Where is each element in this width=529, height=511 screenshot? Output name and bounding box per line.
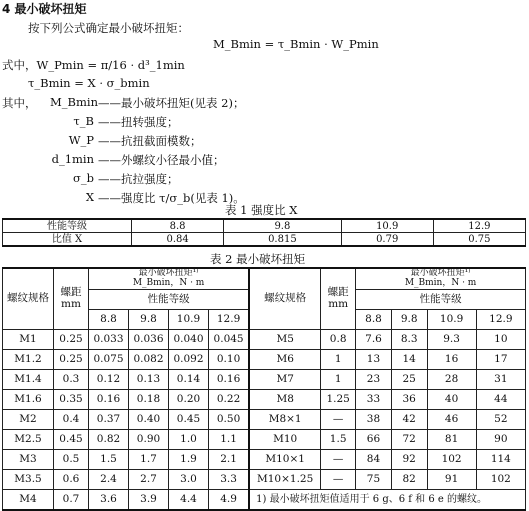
table1-header-cell: 性能等级	[3, 219, 132, 233]
torque-cell: 1.5	[89, 449, 129, 469]
torque-cell: 0.40	[129, 409, 169, 429]
table1-value-cell: 0.84	[132, 233, 224, 247]
torque-cell: 44	[476, 389, 525, 409]
grade-cell: 8.8	[89, 309, 129, 329]
torque-cell: 0.16	[209, 369, 250, 389]
table-row	[3, 389, 526, 409]
table1-value-cell: 0.815	[224, 233, 341, 247]
table-row	[3, 409, 526, 429]
formula-tau: τ_Bmin = X · σ_bmin	[28, 76, 150, 90]
torque-cell: 4.4	[169, 489, 209, 510]
spec-cell: M1.6	[3, 389, 54, 409]
pitch-header: 螺距 mm	[54, 268, 89, 329]
table2-body	[3, 329, 526, 510]
torque-cell: 91	[427, 469, 476, 489]
pitch-cell: 0.25	[54, 329, 89, 349]
table1-value-cell: 0.75	[433, 233, 525, 247]
pitch-cell: 1.25	[321, 389, 356, 409]
pitch-cell: 0.45	[54, 429, 89, 449]
torque-cell: 10	[476, 329, 525, 349]
pitch-cell: 1.5	[321, 429, 356, 449]
torque-cell: 0.045	[209, 329, 250, 349]
pitch-cell: 0.7	[54, 489, 89, 510]
spec-cell: M1.4	[3, 369, 54, 389]
grade-cell: 10.9	[427, 309, 476, 329]
torque-cell: 3.0	[169, 469, 209, 489]
table1-value-row	[3, 233, 526, 247]
pitch-cell: 0.3	[54, 369, 89, 389]
table1-value-cell: 0.79	[341, 233, 433, 247]
torque-cell: 102	[476, 469, 525, 489]
torque-cell: 8.3	[391, 329, 427, 349]
pitch-cell: 1	[321, 349, 356, 369]
torque-cell: 23	[356, 369, 392, 389]
legend-symbol: M_Bmin	[50, 95, 98, 109]
torque-cell: 3.3	[209, 469, 250, 489]
grade-cell: 12.9	[209, 309, 250, 329]
torque-cell: 9.3	[427, 329, 476, 349]
torque-cell: 28	[427, 369, 476, 389]
table1-grade-cell: 12.9	[433, 219, 525, 233]
spec-header: 螺纹规格	[3, 268, 54, 329]
table1-rowlabel-cell: 比值 X	[3, 233, 132, 247]
torque-cell: 0.13	[129, 369, 169, 389]
torque-cell: 92	[391, 449, 427, 469]
pitch-cell: 0.5	[54, 449, 89, 469]
pitch-cell: 0.35	[54, 389, 89, 409]
pitch-cell: 0.25	[54, 349, 89, 369]
torque-cell: 36	[391, 389, 427, 409]
torque-cell: 82	[391, 469, 427, 489]
spec-cell: M2	[3, 409, 54, 429]
spec-header: 螺纹规格	[249, 268, 321, 329]
torque-cell: 7.6	[356, 329, 392, 349]
pitch-cell: 0.4	[54, 409, 89, 429]
spec-cell: M1	[3, 329, 54, 349]
torque-cell: 0.14	[169, 369, 209, 389]
strength-ratio-table	[2, 218, 526, 247]
spec-cell: M10×1.25	[249, 469, 321, 489]
torque-cell: 2.7	[129, 469, 169, 489]
torque-cell: 0.50	[209, 409, 250, 429]
torque-cell: 0.37	[89, 409, 129, 429]
torque-cell: 0.036	[129, 329, 169, 349]
min-breaking-torque-table	[2, 267, 526, 511]
spec-cell: M5	[249, 329, 321, 349]
table1-caption: 表 1 强度比 X	[225, 203, 298, 217]
torque-cell: 1.1	[209, 429, 250, 449]
torque-cell: 1.9	[169, 449, 209, 469]
torque-cell: 0.16	[89, 389, 129, 409]
torque-cell: 0.075	[89, 349, 129, 369]
grade-header: 性能等级	[356, 289, 526, 309]
torque-cell: 4.9	[209, 489, 250, 510]
torque-cell: 0.82	[89, 429, 129, 449]
torque-cell: 46	[427, 409, 476, 429]
torque-cell: 25	[391, 369, 427, 389]
spec-cell: M8	[249, 389, 321, 409]
torque-cell: 31	[476, 369, 525, 389]
table2-header-row-1	[3, 268, 526, 289]
intro-text: 按下列公式确定最小破坏扭矩：	[28, 21, 189, 35]
torque-cell: 17	[476, 349, 525, 369]
table-row	[3, 329, 526, 349]
table1-grade-cell: 9.8	[224, 219, 341, 233]
torque-cell: 0.45	[169, 409, 209, 429]
grade-cell: 12.9	[476, 309, 525, 329]
torque-cell: 0.20	[169, 389, 209, 409]
torque-cell: 0.22	[209, 389, 250, 409]
torque-cell: 16	[427, 349, 476, 369]
legend-description: ——外螺纹小径最小值；	[98, 153, 225, 167]
spec-cell: M6	[249, 349, 321, 369]
grade-cell: 8.8	[356, 309, 392, 329]
spec-cell: M8×1	[249, 409, 321, 429]
torque-cell: 0.033	[89, 329, 129, 349]
pitch-cell: —	[321, 469, 356, 489]
torque-header: 最小破坏扭矩¹⁾ M_Bmin，N · m	[89, 268, 250, 289]
legend-symbol: X	[85, 190, 94, 204]
torque-cell: 102	[427, 449, 476, 469]
formula-wp: 式中，W_Pmin = π/16 · d³_1min	[2, 58, 185, 72]
torque-cell: 3.6	[89, 489, 129, 510]
torque-cell: 0.092	[169, 349, 209, 369]
legend-description: ——最小破坏扭矩(见表 2)；	[98, 96, 245, 110]
table-row	[3, 449, 526, 469]
torque-cell: 0.18	[129, 389, 169, 409]
torque-cell: 75	[356, 469, 392, 489]
torque-cell: 3.9	[129, 489, 169, 510]
pitch-cell: 1	[321, 369, 356, 389]
table1-grade-cell: 8.8	[132, 219, 224, 233]
torque-cell: 13	[356, 349, 392, 369]
section-heading: 4 最小破坏扭矩	[2, 2, 87, 16]
torque-cell: 72	[391, 429, 427, 449]
legend-symbol: W_P	[68, 133, 94, 147]
spec-cell: M3	[3, 449, 54, 469]
table-row	[3, 489, 526, 510]
table1-grade-cell: 10.9	[341, 219, 433, 233]
table2-caption: 表 2 最小破坏扭矩	[210, 252, 306, 266]
torque-cell: 2.1	[209, 449, 250, 469]
spec-cell: M4	[3, 489, 54, 510]
grade-cell: 9.8	[391, 309, 427, 329]
torque-cell: 1.7	[129, 449, 169, 469]
grade-header: 性能等级	[89, 289, 250, 309]
legend-symbol: σ_b	[73, 171, 94, 185]
torque-cell: 33	[356, 389, 392, 409]
spec-cell: M2.5	[3, 429, 54, 449]
spec-cell: M7	[249, 369, 321, 389]
legend-symbol: τ_B	[73, 114, 94, 128]
pitch-cell: 0.6	[54, 469, 89, 489]
table-row	[3, 349, 526, 369]
torque-cell: 0.10	[209, 349, 250, 369]
grade-cell: 9.8	[129, 309, 169, 329]
legend-description: ——强度比 τ/σ_b(见表 1)。	[98, 191, 245, 205]
torque-cell: 0.082	[129, 349, 169, 369]
torque-cell: 81	[427, 429, 476, 449]
torque-cell: 14	[391, 349, 427, 369]
torque-cell: 38	[356, 409, 392, 429]
pitch-cell: —	[321, 409, 356, 429]
table-row	[3, 429, 526, 449]
pitch-header: 螺距 mm	[321, 268, 356, 329]
torque-cell: 42	[391, 409, 427, 429]
spec-cell: M3.5	[3, 469, 54, 489]
torque-cell: 0.040	[169, 329, 209, 349]
torque-cell: 84	[356, 449, 392, 469]
torque-cell: 40	[427, 389, 476, 409]
legend-description: ——抗扭截面模数；	[98, 134, 202, 148]
formula-main: M_Bmin = τ_Bmin · W_Pmin	[213, 37, 379, 51]
table-row	[3, 469, 526, 489]
torque-cell: 0.90	[129, 429, 169, 449]
torque-header: 最小破坏扭矩¹⁾ M_Bmin，N · m	[356, 268, 526, 289]
torque-cell: 90	[476, 429, 525, 449]
spec-cell: M10	[249, 429, 321, 449]
table1-grade-row	[3, 219, 526, 233]
torque-cell: 52	[476, 409, 525, 429]
pitch-cell: —	[321, 449, 356, 469]
torque-cell: 2.4	[89, 469, 129, 489]
grade-cell: 10.9	[169, 309, 209, 329]
legend-intro: 其中，	[2, 96, 37, 110]
torque-cell: 114	[476, 449, 525, 469]
legend-symbol: d_1min	[51, 152, 94, 166]
torque-cell: 1.0	[169, 429, 209, 449]
pitch-cell: 0.8	[321, 329, 356, 349]
torque-cell: 0.12	[89, 369, 129, 389]
legend-description: ——抗拉强度；	[98, 172, 179, 186]
table2-footnote: 1) 最小破坏扭矩值适用于 6 g、6 f 和 6 e 的螺纹。	[249, 489, 525, 510]
torque-cell: 66	[356, 429, 392, 449]
spec-cell: M10×1	[249, 449, 321, 469]
legend-description: ——扭转强度；	[98, 115, 179, 129]
table-row	[3, 369, 526, 389]
spec-cell: M1.2	[3, 349, 54, 369]
